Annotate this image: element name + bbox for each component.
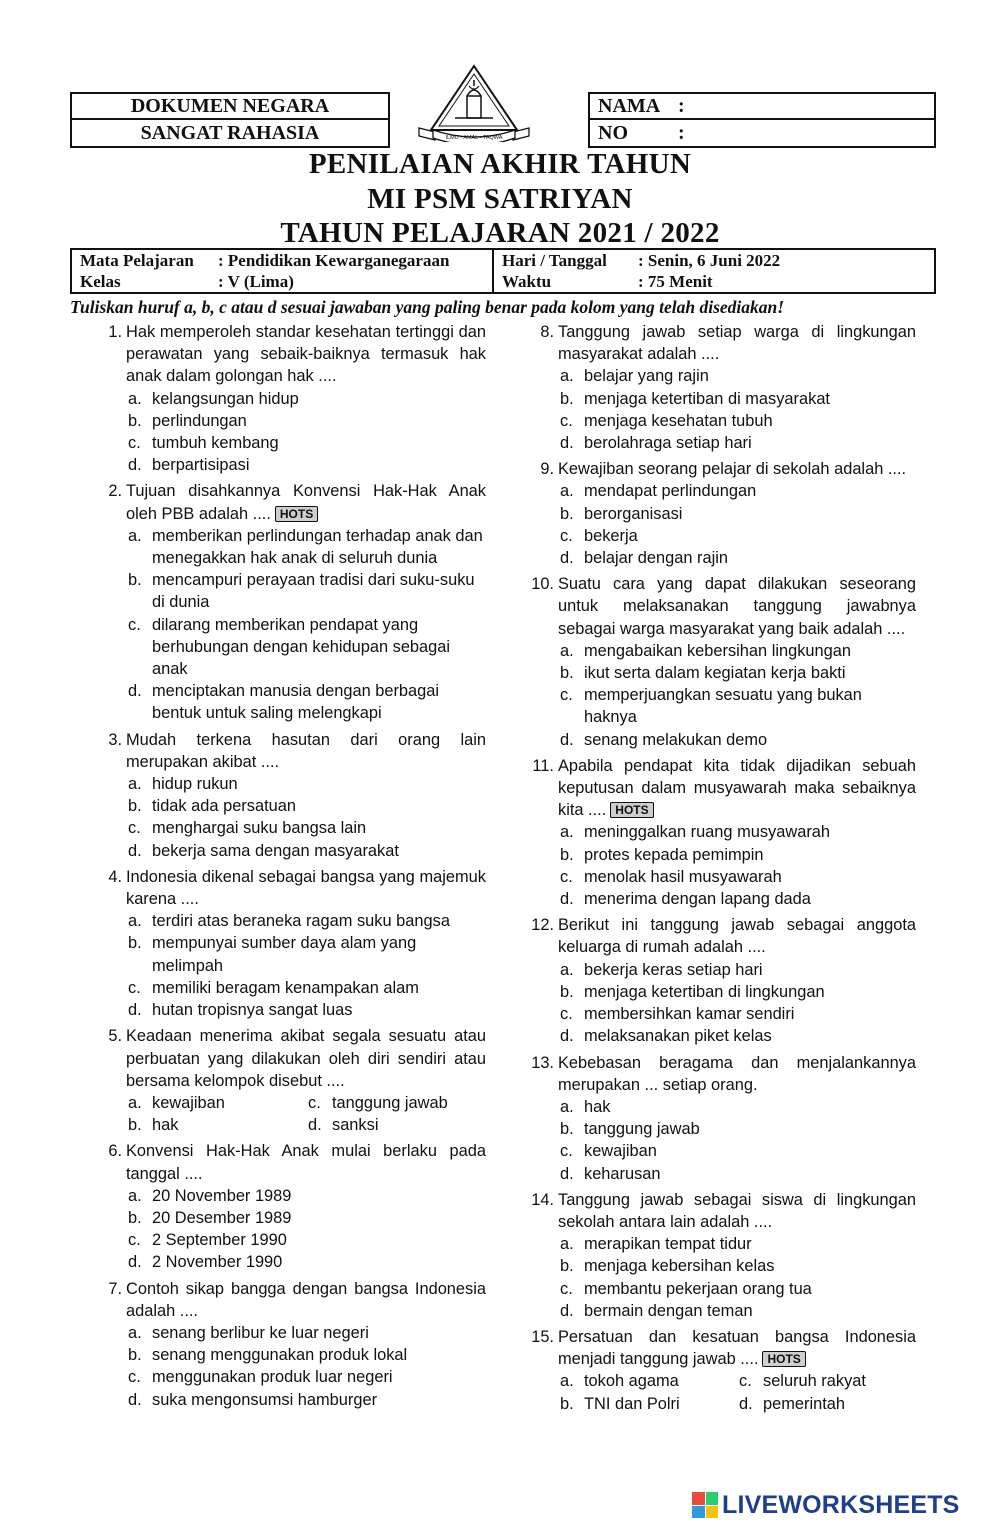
option-text: 20 November 1989 xyxy=(152,1186,292,1205)
exam-info-box xyxy=(70,248,936,294)
question-number: 6. xyxy=(108,1142,122,1161)
answer-option[interactable] xyxy=(126,614,486,681)
option-text: hak xyxy=(584,1097,611,1116)
option-letter: a. xyxy=(560,960,574,979)
question-stem: Tujuan disahkannya Konvensi Hak-Hak Anak oleh PBB adalah .... xyxy=(126,482,486,523)
question-number: 15. xyxy=(531,1327,554,1346)
logo-square xyxy=(706,1506,719,1519)
option-letter: a. xyxy=(128,912,142,931)
option-letter: d. xyxy=(128,841,142,860)
question-stem: Persatuan dan kesatuan bangsa Indonesia menjadi tanggung jawab .... xyxy=(558,1327,916,1369)
question-text xyxy=(558,1052,916,1096)
option-text: perlindungan xyxy=(152,411,247,430)
option-text: menjaga ketertiban di lingkungan xyxy=(584,982,825,1001)
answer-option[interactable] xyxy=(558,1140,916,1162)
question-number: 9. xyxy=(540,460,554,479)
question-stem: Indonesia dikenal sebagai bangsa yang majemuk karena .... xyxy=(126,867,486,909)
option-letter: c. xyxy=(128,1231,141,1250)
logo-square xyxy=(692,1506,705,1519)
option-text: memperjuangkan sesuatu yang bukan haknya xyxy=(584,686,862,727)
question-text xyxy=(558,321,916,365)
option-text: kelangsungan hidup xyxy=(152,389,299,408)
question-item xyxy=(531,1326,916,1415)
question-stem: Suatu cara yang dapat dilakukan seseorang untuk melaksanakan tanggung jawabnya sebagai warga masyarakat yang baik adalah .... xyxy=(558,575,916,638)
option-text: menjaga kebersihan kelas xyxy=(584,1257,775,1276)
question-number: 7. xyxy=(108,1279,122,1298)
question-number: 11. xyxy=(532,756,554,775)
option-text: pemerintah xyxy=(763,1394,846,1413)
option-letter: b. xyxy=(128,411,142,430)
answer-option[interactable] xyxy=(126,525,486,569)
answer-option[interactable] xyxy=(558,432,916,454)
answer-option[interactable] xyxy=(126,840,486,862)
questions-left-column xyxy=(108,321,486,1415)
answer-option[interactable] xyxy=(126,1207,486,1229)
answer-option[interactable] xyxy=(737,1370,916,1392)
answer-option[interactable] xyxy=(558,844,916,866)
question-item xyxy=(108,729,486,862)
option-letter: d. xyxy=(560,1164,574,1183)
answer-option[interactable] xyxy=(558,410,916,432)
question-text xyxy=(126,866,486,910)
name-label: NAMA xyxy=(598,94,661,117)
question-text xyxy=(126,1278,486,1322)
answer-option[interactable] xyxy=(126,1322,486,1344)
answer-option[interactable] xyxy=(558,959,916,981)
hots-badge: HOTS xyxy=(610,802,653,818)
option-letter: d. xyxy=(128,682,142,701)
answer-option[interactable] xyxy=(126,817,486,839)
option-letter: c. xyxy=(128,819,141,838)
answer-option[interactable] xyxy=(558,525,916,547)
name-sep: : xyxy=(678,94,685,117)
answer-option[interactable] xyxy=(126,454,486,476)
question-item xyxy=(531,914,916,1047)
option-text: bekerja keras setiap hari xyxy=(584,960,763,979)
name-row[interactable] xyxy=(590,94,934,120)
option-letter: b. xyxy=(560,845,574,864)
school-name: MI PSM SATRIYAN xyxy=(367,183,633,215)
answer-option[interactable] xyxy=(126,432,486,454)
question-text xyxy=(558,914,916,958)
classification-line-2: SANGAT RAHASIA xyxy=(140,121,320,144)
hots-badge: HOTS xyxy=(762,1351,805,1367)
option-letter: c. xyxy=(128,615,141,634)
answer-option[interactable] xyxy=(126,1092,306,1114)
class-label: Kelas xyxy=(80,272,121,291)
answer-option[interactable] xyxy=(558,503,916,525)
option-letter: c. xyxy=(128,978,141,997)
logo-motto: ILMU - AMAL - TAQWA xyxy=(445,135,503,141)
question-text xyxy=(126,321,486,388)
option-letter: c. xyxy=(128,434,141,453)
answer-option[interactable] xyxy=(126,1251,486,1273)
class-value: : V (Lima) xyxy=(218,272,294,291)
option-text: membersihkan kamar sendiri xyxy=(584,1005,795,1024)
answer-option[interactable] xyxy=(558,640,916,662)
option-letter: a. xyxy=(560,641,574,660)
option-letter: a. xyxy=(128,775,142,794)
answer-option[interactable] xyxy=(126,932,486,976)
option-letter: b. xyxy=(560,1120,574,1139)
option-letter: d. xyxy=(128,1253,142,1272)
option-letter: a. xyxy=(128,389,142,408)
option-letter: a. xyxy=(560,1372,574,1391)
answer-option[interactable] xyxy=(126,1185,486,1207)
option-text: suka mengonsumsi hamburger xyxy=(152,1390,378,1409)
option-letter: a. xyxy=(128,1323,142,1342)
answer-option[interactable] xyxy=(126,680,486,724)
question-number: 12. xyxy=(531,916,554,935)
option-letter: a. xyxy=(560,1097,574,1116)
student-id-box xyxy=(588,92,936,148)
answer-option[interactable] xyxy=(126,388,486,410)
option-text: kewajiban xyxy=(152,1093,225,1112)
option-letter: b. xyxy=(560,504,574,523)
option-letter: c. xyxy=(560,526,573,545)
answer-option[interactable] xyxy=(558,1163,916,1185)
option-text: menjaga ketertiban di masyarakat xyxy=(584,389,830,408)
option-text: menghargai suku bangsa lain xyxy=(152,819,367,838)
question-stem: Mudah terkena hasutan dari orang lain merupakan akibat .... xyxy=(126,730,486,771)
answer-option[interactable] xyxy=(126,1344,486,1366)
question-item xyxy=(531,573,916,751)
option-text: bekerja xyxy=(584,526,638,545)
option-text: meninggalkan ruang musyawarah xyxy=(584,823,831,842)
option-letter: b. xyxy=(128,1116,142,1135)
question-text xyxy=(558,1189,916,1233)
question-item xyxy=(531,1189,916,1322)
classification-line-1: DOKUMEN NEGARA xyxy=(72,94,388,120)
option-text: seluruh rakyat xyxy=(763,1372,866,1391)
answer-option[interactable] xyxy=(558,662,916,684)
option-text: bekerja sama dengan masyarakat xyxy=(152,841,399,860)
option-text: tidak ada persatuan xyxy=(152,797,296,816)
option-text: kewajiban xyxy=(584,1142,657,1161)
option-letter: d. xyxy=(560,1027,574,1046)
option-text: senang melakukan demo xyxy=(584,730,768,749)
question-number: 2. xyxy=(108,482,122,501)
option-letter: d. xyxy=(560,730,574,749)
question-stem: Berikut ini tanggung jawab sebagai anggota keluarga di rumah adalah .... xyxy=(558,916,916,957)
option-text: menolak hasil musyawarah xyxy=(584,867,782,886)
option-text: tokoh agama xyxy=(584,1372,679,1391)
answer-option[interactable] xyxy=(558,1300,916,1322)
question-text xyxy=(558,573,916,640)
question-item xyxy=(108,1278,486,1411)
answer-option[interactable] xyxy=(558,388,916,410)
option-letter: b. xyxy=(560,389,574,408)
question-item xyxy=(540,321,916,454)
question-number: 1. xyxy=(108,323,122,341)
question-number: 13. xyxy=(531,1053,554,1072)
answer-option[interactable] xyxy=(126,1229,486,1251)
answer-option[interactable] xyxy=(558,1370,737,1392)
questions-right-column xyxy=(531,321,916,1419)
option-text: tumbuh kembang xyxy=(152,434,279,453)
option-letter: a. xyxy=(560,482,574,501)
question-text xyxy=(558,1326,916,1370)
option-text: TNI dan Polri xyxy=(584,1394,680,1413)
exam-title: PENILAIAN AKHIR TAHUN xyxy=(308,148,692,180)
question-stem: Apabila pendapat kita tidak dijadikan sebuah keputusan dalam musyawarah maka sebaiknya kita .... xyxy=(558,756,916,820)
school-logo-icon xyxy=(415,62,533,142)
classification-box xyxy=(70,92,390,148)
option-letter: a. xyxy=(128,1186,142,1205)
question-text xyxy=(558,755,916,822)
answer-option[interactable] xyxy=(558,729,916,751)
option-text: menjaga kesehatan tubuh xyxy=(584,411,773,430)
question-text xyxy=(126,480,486,524)
option-text: menciptakan manusia dengan berbagai bentuk untuk saling melengkapi xyxy=(152,682,440,723)
answer-option[interactable] xyxy=(558,1003,916,1025)
option-text: ikut serta dalam kegiatan kerja bakti xyxy=(584,664,846,683)
question-number: 4. xyxy=(108,867,122,886)
option-text: sanksi xyxy=(332,1116,379,1135)
question-stem: Tanggung jawab sebagai siswa di lingkungan sekolah antara lain adalah .... xyxy=(558,1190,916,1231)
answer-option[interactable] xyxy=(306,1092,486,1114)
question-item xyxy=(108,1140,486,1273)
option-letter: d. xyxy=(128,1001,142,1020)
answer-option[interactable] xyxy=(558,1233,916,1255)
option-letter: c. xyxy=(560,1005,573,1024)
option-letter: b. xyxy=(128,1208,142,1227)
option-text: memberikan perlindungan terhadap anak dan menegakkan hak anak di seluruh dunia xyxy=(152,526,483,568)
option-text: hutan tropisnya sangat luas xyxy=(152,1001,353,1020)
exam-info-right xyxy=(494,250,934,292)
option-letter: d. xyxy=(560,1301,574,1320)
liveworksheets-watermark xyxy=(692,1490,992,1520)
question-text xyxy=(126,1140,486,1184)
option-text: 20 Desember 1989 xyxy=(152,1208,292,1227)
option-letter: b. xyxy=(560,1257,574,1276)
option-letter: c. xyxy=(739,1372,752,1391)
option-text: senang berlibur ke luar negeri xyxy=(152,1323,369,1342)
liveworksheets-logo-icon xyxy=(692,1492,718,1518)
logo-square xyxy=(692,1492,705,1505)
question-item xyxy=(108,321,486,476)
option-letter: b. xyxy=(560,1394,574,1413)
option-letter: c. xyxy=(560,1279,573,1298)
option-text: tanggung jawab xyxy=(584,1120,700,1139)
option-text: belajar dengan rajin xyxy=(584,549,728,568)
option-text: tanggung jawab xyxy=(332,1093,448,1112)
option-letter: a. xyxy=(560,823,574,842)
number-sep: : xyxy=(678,121,685,144)
option-letter: c. xyxy=(560,867,573,886)
question-stem: Contoh sikap bangga dengan bangsa Indonesia adalah .... xyxy=(126,1279,486,1320)
answer-option[interactable] xyxy=(126,773,486,795)
option-letter: d. xyxy=(560,890,574,909)
question-item xyxy=(108,866,486,1021)
question-number: 5. xyxy=(108,1027,122,1046)
option-letter: d. xyxy=(308,1116,322,1135)
option-text: hidup rukun xyxy=(152,775,238,794)
answer-option[interactable] xyxy=(558,981,916,1003)
answer-option[interactable] xyxy=(558,1025,916,1047)
option-text: menerima dengan lapang dada xyxy=(584,890,811,909)
answer-option[interactable] xyxy=(126,910,486,932)
answer-option[interactable] xyxy=(126,1114,306,1136)
answer-option[interactable] xyxy=(558,866,916,888)
exam-info-left xyxy=(72,250,494,292)
option-letter: b. xyxy=(560,982,574,1001)
question-item xyxy=(540,458,916,569)
option-letter: c. xyxy=(308,1093,321,1112)
time-value: : 75 Menit xyxy=(638,272,713,291)
option-letter: b. xyxy=(128,571,142,590)
question-stem: Keadaan menerima akibat segala sesuatu atau perbuatan yang dilakukan oleh diri sendiri atau bersama kelompok disebut .... xyxy=(126,1027,486,1090)
answer-option[interactable] xyxy=(558,1278,916,1300)
answer-option[interactable] xyxy=(558,480,916,502)
option-letter: b. xyxy=(128,797,142,816)
option-letter: d. xyxy=(128,1390,142,1409)
option-text: menggunakan produk luar negeri xyxy=(152,1368,393,1387)
answer-option[interactable] xyxy=(558,821,916,843)
watermark-text: LIVEWORKSHEETS xyxy=(722,1490,960,1519)
answer-option[interactable] xyxy=(126,410,486,432)
question-text xyxy=(126,729,486,773)
option-text: berolahraga setiap hari xyxy=(584,434,752,453)
option-text: bermain dengan teman xyxy=(584,1301,753,1320)
question-item xyxy=(531,1052,916,1185)
answer-option[interactable] xyxy=(558,684,916,728)
question-text xyxy=(558,458,916,480)
answer-option[interactable] xyxy=(558,365,916,387)
option-letter: c. xyxy=(560,1142,573,1161)
subject-label: Mata Pelajaran xyxy=(80,251,194,270)
question-stem: Kewajiban seorang pelajar di sekolah adalah .... xyxy=(558,460,907,479)
answer-option[interactable] xyxy=(558,1255,916,1277)
answer-option[interactable] xyxy=(558,1096,916,1118)
option-letter: a. xyxy=(560,1235,574,1254)
option-text: mendapat perlindungan xyxy=(584,482,757,501)
answer-option[interactable] xyxy=(126,795,486,817)
answer-option[interactable] xyxy=(558,547,916,569)
option-letter: a. xyxy=(128,526,142,545)
option-text: mencampuri perayaan tradisi dari suku-suku di dunia xyxy=(152,571,475,612)
option-text: terdiri atas beraneka ragam suku bangsa xyxy=(152,912,450,931)
option-letter: d. xyxy=(128,456,142,475)
number-row[interactable] xyxy=(590,120,934,146)
question-number: 10. xyxy=(531,575,554,594)
option-text: 2 November 1990 xyxy=(152,1253,283,1272)
option-text: senang menggunakan produk lokal xyxy=(152,1346,408,1365)
answer-option[interactable] xyxy=(306,1114,486,1136)
question-number: 14. xyxy=(531,1190,554,1209)
question-stem: Hak memperoleh standar kesehatan tertinggi dan perawatan yang sebaik-baiknya termasuk hak anak dalam golongan hak .... xyxy=(126,323,486,386)
option-letter: d. xyxy=(560,434,574,453)
option-text: memiliki beragam kenampakan alam xyxy=(152,978,419,997)
logo-square xyxy=(706,1492,719,1505)
option-text: 2 September 1990 xyxy=(152,1231,287,1250)
question-stem: Konvensi Hak-Hak Anak mulai berlaku pada tanggal .... xyxy=(126,1142,486,1183)
option-letter: a. xyxy=(128,1093,142,1112)
option-letter: b. xyxy=(128,1346,142,1365)
option-letter: d. xyxy=(560,549,574,568)
option-letter: d. xyxy=(739,1394,753,1413)
question-item xyxy=(108,480,486,724)
option-letter: b. xyxy=(128,934,142,953)
option-letter: c. xyxy=(560,411,573,430)
option-text: protes kepada pemimpin xyxy=(584,845,764,864)
hots-badge: HOTS xyxy=(275,506,318,522)
option-text: membantu pekerjaan orang tua xyxy=(584,1279,812,1298)
option-text: mengabaikan kebersihan lingkungan xyxy=(584,641,851,660)
option-letter: c. xyxy=(560,686,573,705)
option-text: melaksanakan piket kelas xyxy=(584,1027,772,1046)
answer-option[interactable] xyxy=(558,888,916,910)
option-text: hak xyxy=(152,1116,179,1135)
option-text: mempunyai sumber daya alam yang melimpah xyxy=(152,934,417,975)
question-stem: Kebebasan beragama dan menjalankannya merupakan ... setiap orang. xyxy=(558,1053,916,1094)
question-item xyxy=(532,755,916,910)
answer-option[interactable] xyxy=(126,569,486,613)
instruction-text: Tuliskan huruf a, b, c atau d sesuai jawaban yang paling benar pada kolom yang telah disediakan! xyxy=(70,297,785,317)
number-label: NO xyxy=(598,121,628,144)
date-value: : Senin, 6 Juni 2022 xyxy=(638,251,781,270)
question-item xyxy=(108,1025,486,1136)
answer-option[interactable] xyxy=(737,1393,916,1415)
option-letter: b. xyxy=(560,664,574,683)
date-label: Hari / Tanggal xyxy=(502,251,607,270)
answer-option[interactable] xyxy=(126,1366,486,1388)
question-stem: Tanggung jawab setiap warga di lingkungan masyarakat adalah .... xyxy=(558,323,916,364)
option-text: berpartisipasi xyxy=(152,456,250,475)
option-letter: c. xyxy=(128,1368,141,1387)
academic-year: TAHUN PELAJARAN 2021 / 2022 xyxy=(280,217,720,249)
question-number: 8. xyxy=(540,323,554,341)
question-text xyxy=(126,1025,486,1092)
question-number: 3. xyxy=(108,730,122,749)
answer-option[interactable] xyxy=(126,1389,486,1411)
option-text: merapikan tempat tidur xyxy=(584,1235,752,1254)
answer-option[interactable] xyxy=(126,977,486,999)
option-letter: a. xyxy=(560,367,574,386)
option-text: berorganisasi xyxy=(584,504,683,523)
answer-option[interactable] xyxy=(558,1393,737,1415)
answer-option[interactable] xyxy=(126,999,486,1021)
answer-option[interactable] xyxy=(558,1118,916,1140)
option-text: belajar yang rajin xyxy=(584,367,709,386)
time-label: Waktu xyxy=(502,272,552,291)
option-text: keharusan xyxy=(584,1164,661,1183)
subject-value: : Pendidikan Kewarganegaraan xyxy=(218,251,450,270)
option-text: dilarang memberikan pendapat yang berhubungan dengan kehidupan sebagai anak xyxy=(152,615,451,679)
